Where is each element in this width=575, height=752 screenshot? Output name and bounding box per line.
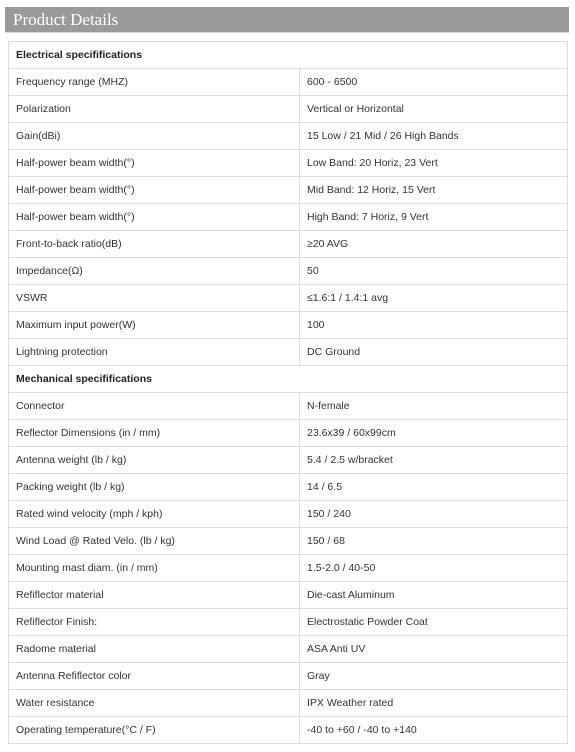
table-row xyxy=(9,312,568,339)
spec-label: Antenna Refiflector color xyxy=(9,663,300,690)
section-header-mechanical xyxy=(9,366,568,393)
spec-value: N-female xyxy=(300,393,568,420)
spec-value: Die-cast Aluminum xyxy=(300,582,568,609)
spec-label: Rated wind velocity (mph / kph) xyxy=(9,501,300,528)
spec-label: Front-to-back ratio(dB) xyxy=(9,231,300,258)
spec-value: 50 xyxy=(300,258,568,285)
spec-value: -40 to +60 / -40 to +140 xyxy=(300,717,568,744)
table-row xyxy=(9,150,568,177)
spec-value: Gray xyxy=(300,663,568,690)
table-row xyxy=(9,123,568,150)
page-title: Product Details xyxy=(13,10,119,29)
spec-value: 100 xyxy=(300,312,568,339)
table-row xyxy=(9,609,568,636)
spec-value: ≥20 AVG xyxy=(300,231,568,258)
spec-value: ASA Anti UV xyxy=(300,636,568,663)
spec-value: 23.6x39 / 60x99cm xyxy=(300,420,568,447)
section-title: Electrical specififications xyxy=(9,42,568,69)
spec-label: Connector xyxy=(9,393,300,420)
table-row xyxy=(9,447,568,474)
table-row xyxy=(9,258,568,285)
spec-table-body xyxy=(9,42,568,744)
spec-label: Refiflector material xyxy=(9,582,300,609)
spec-value: High Band: 7 Horiz, 9 Vert xyxy=(300,204,568,231)
spec-value: 1.5-2.0 / 40-50 xyxy=(300,555,568,582)
spec-value: Vertical or Horizontal xyxy=(300,96,568,123)
table-row xyxy=(9,717,568,744)
spec-value: IPX Weather rated xyxy=(300,690,568,717)
spec-table xyxy=(8,41,568,744)
spec-label: Reflector Dimensions (in / mm) xyxy=(9,420,300,447)
spec-label: Radome material xyxy=(9,636,300,663)
table-row xyxy=(9,177,568,204)
table-row xyxy=(9,69,568,96)
table-row xyxy=(9,474,568,501)
spec-label: Wind Load @ Rated Velo. (lb / kg) xyxy=(9,528,300,555)
spec-label: Water resistance xyxy=(9,690,300,717)
product-details-header xyxy=(5,7,569,33)
section-header-electrical xyxy=(9,42,568,69)
spec-label: Half-power beam width(°) xyxy=(9,177,300,204)
spec-label: Maximum input power(W) xyxy=(9,312,300,339)
table-row xyxy=(9,690,568,717)
spec-value: 150 / 68 xyxy=(300,528,568,555)
spec-label: Operating temperature(°C / F) xyxy=(9,717,300,744)
spec-value: 14 / 6.5 xyxy=(300,474,568,501)
table-row xyxy=(9,555,568,582)
table-row xyxy=(9,663,568,690)
table-row xyxy=(9,420,568,447)
spec-label: Polarization xyxy=(9,96,300,123)
spec-label: Lightning protection xyxy=(9,339,300,366)
spec-label: Gain(dBi) xyxy=(9,123,300,150)
spec-label: Packing weight (lb / kg) xyxy=(9,474,300,501)
spec-label: Frequency range (MHZ) xyxy=(9,69,300,96)
spec-label: Half-power beam width(°) xyxy=(9,150,300,177)
spec-label: Refiflector Finish: xyxy=(9,609,300,636)
table-row xyxy=(9,285,568,312)
spec-value: Electrostatic Powder Coat xyxy=(300,609,568,636)
spec-label: Mounting mast diam. (in / mm) xyxy=(9,555,300,582)
spec-label: VSWR xyxy=(9,285,300,312)
section-title: Mechanical specififications xyxy=(9,366,568,393)
table-row xyxy=(9,528,568,555)
table-row xyxy=(9,96,568,123)
spec-value: DC Ground xyxy=(300,339,568,366)
spec-label: Half-power beam width(°) xyxy=(9,204,300,231)
spec-value: ≤1.6:1 / 1.4:1 avg xyxy=(300,285,568,312)
spec-value: 15 Low / 21 Mid / 26 High Bands xyxy=(300,123,568,150)
table-row xyxy=(9,393,568,420)
table-row xyxy=(9,339,568,366)
table-row xyxy=(9,636,568,663)
table-row xyxy=(9,501,568,528)
table-row xyxy=(9,204,568,231)
table-row xyxy=(9,582,568,609)
spec-value: Low Band: 20 Horiz, 23 Vert xyxy=(300,150,568,177)
spec-label: Impedance(Ω) xyxy=(9,258,300,285)
spec-value: Mid Band: 12 Horiz, 15 Vert xyxy=(300,177,568,204)
spec-label: Antenna weight (lb / kg) xyxy=(9,447,300,474)
table-row xyxy=(9,231,568,258)
spec-value: 5.4 / 2.5 w/bracket xyxy=(300,447,568,474)
spec-value: 600 - 6500 xyxy=(300,69,568,96)
spec-value: 150 / 240 xyxy=(300,501,568,528)
